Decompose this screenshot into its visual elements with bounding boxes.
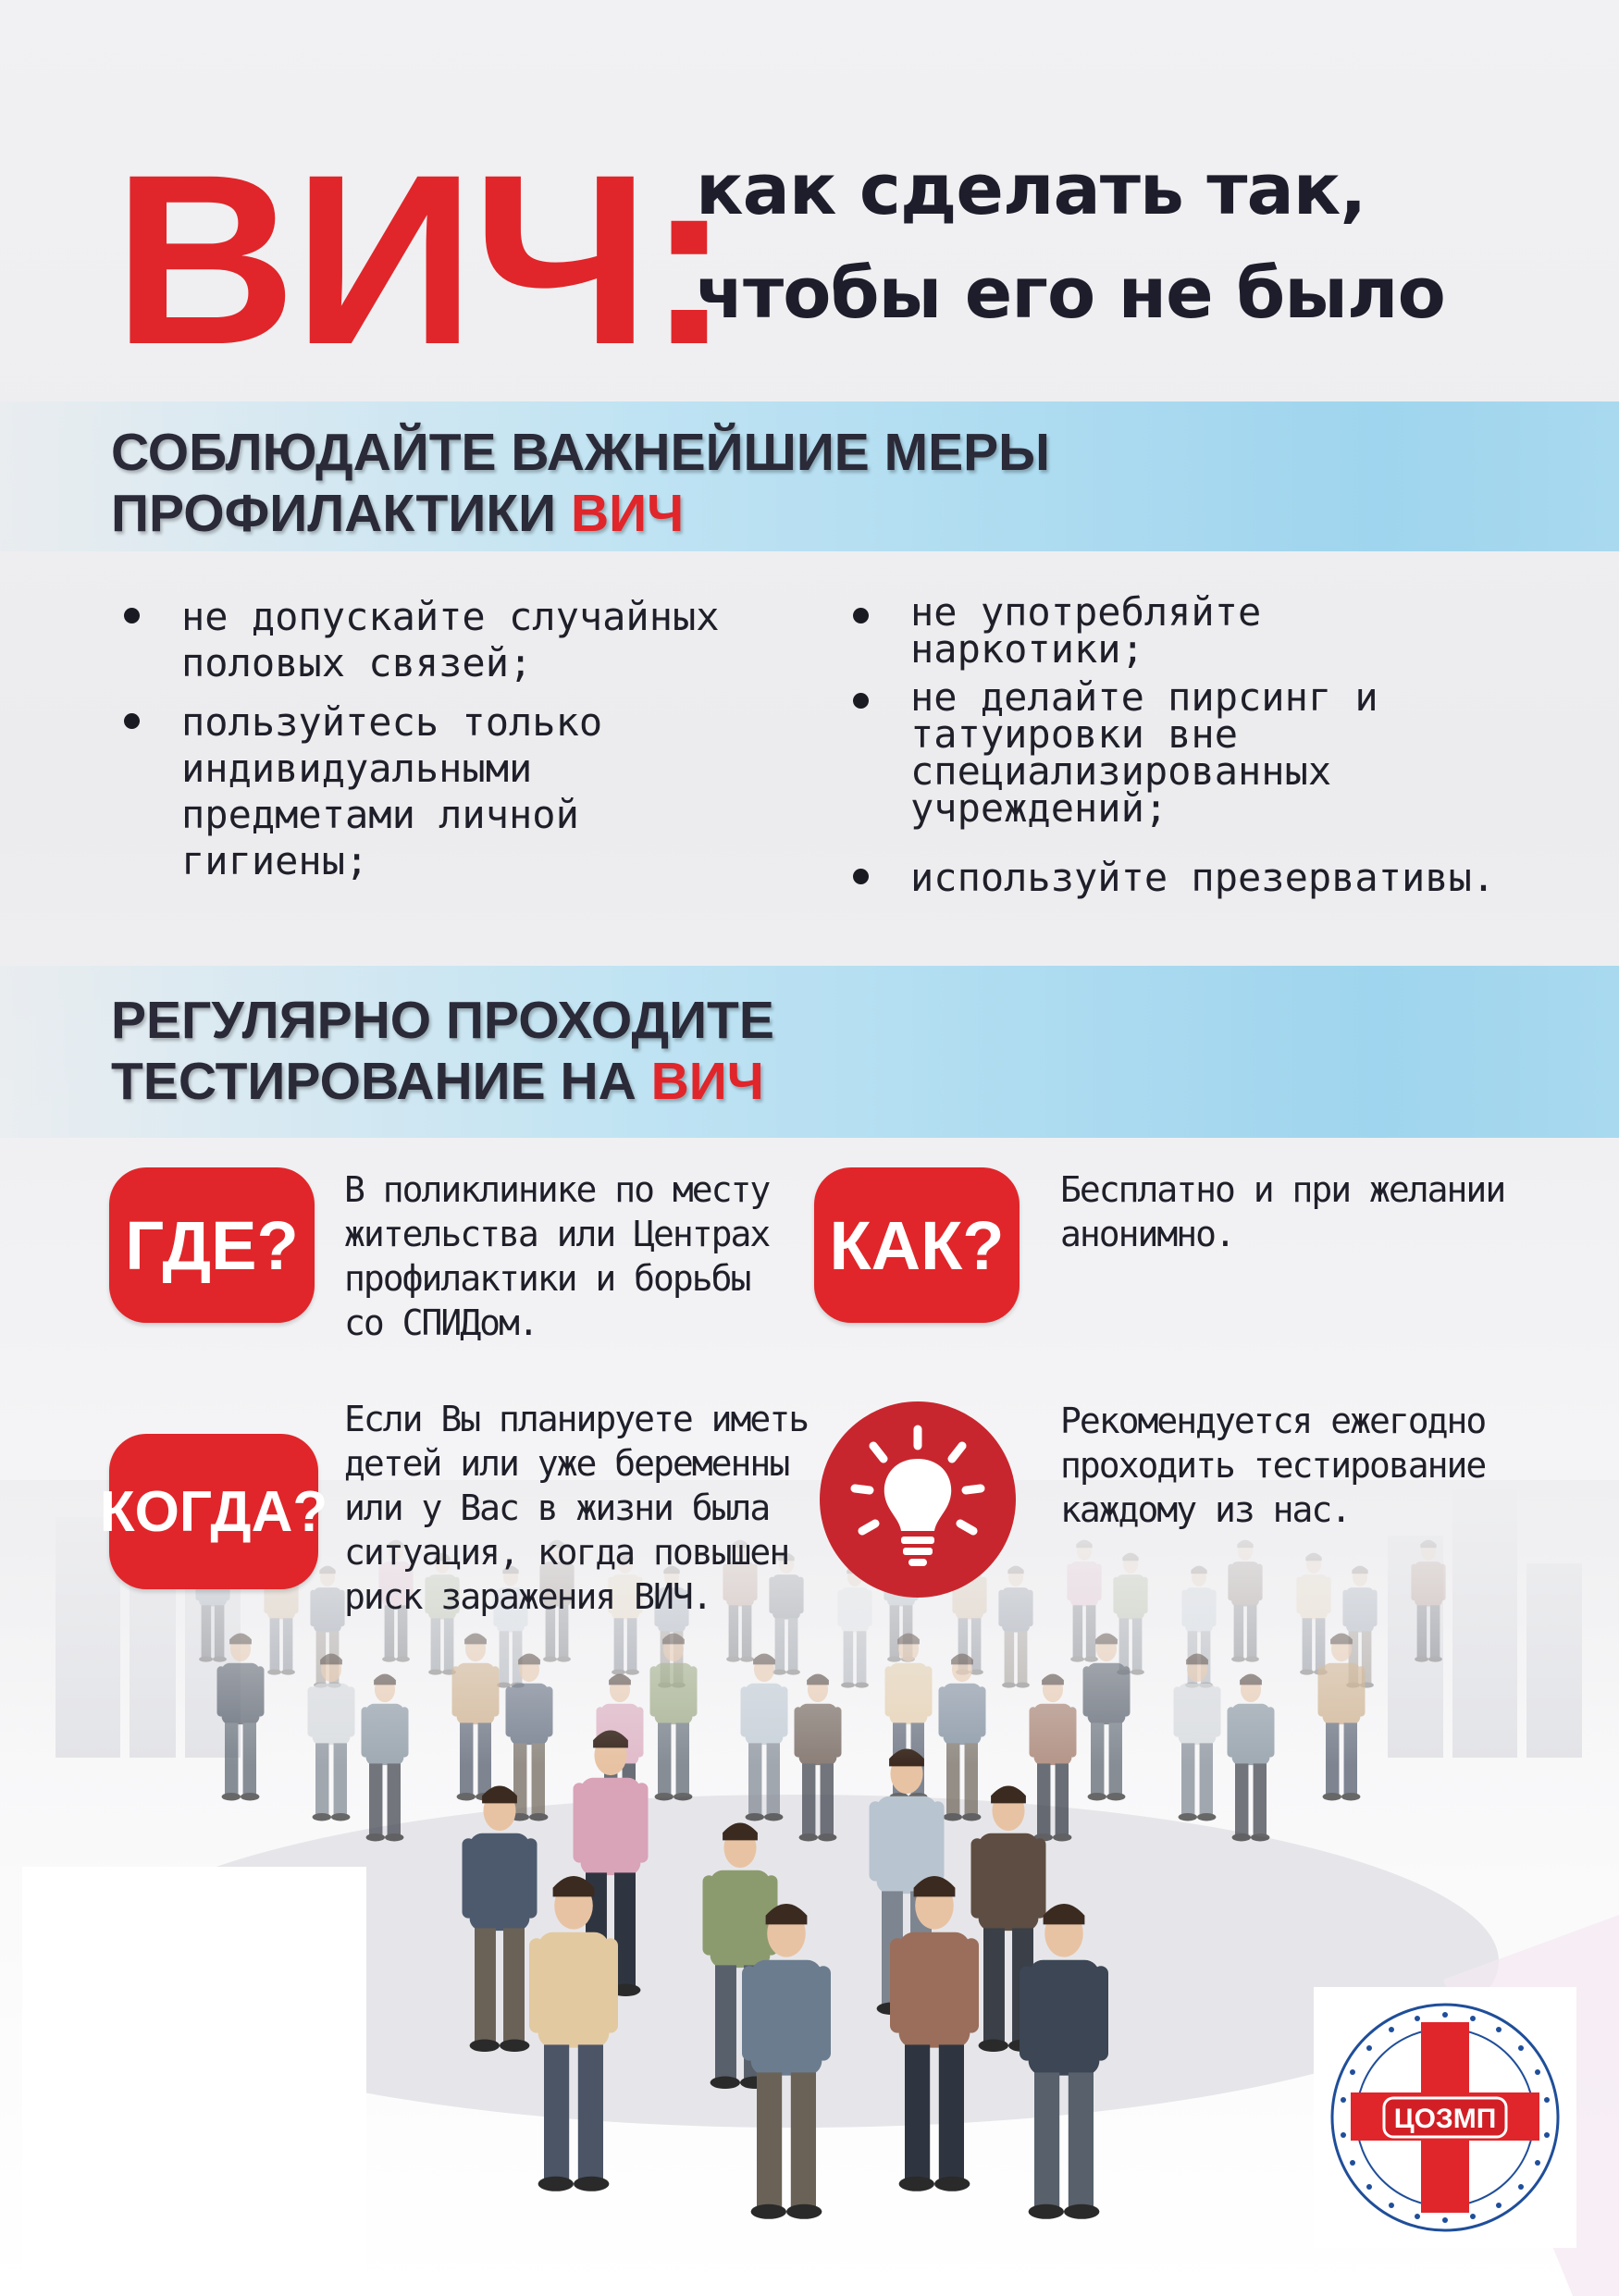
bullet-icon [853, 869, 869, 884]
list-item: не употребляйте наркотики; [910, 594, 1261, 668]
section-title-prevention-line2 [111, 483, 1050, 544]
bullet-icon [853, 693, 869, 709]
section-title-testing-prefix: ТЕСТИРОВАНИЕ НА [111, 1052, 651, 1111]
list-item: пользуйтесь только индивидуальными предметами личной гигиены; [181, 699, 602, 884]
logo-emblem [1314, 1987, 1576, 2248]
list-item: используйте презервативы. [910, 855, 1495, 901]
prevention-list-right [910, 589, 1576, 908]
prevention-list-left [181, 594, 829, 908]
section-title-testing-line2 [111, 1051, 774, 1112]
subtitle-line-1: как сделать так, [696, 148, 1366, 230]
list-item: не делайте пирсинг и татуировки вне специализированных учреждений; [910, 679, 1378, 827]
tip-text: Рекомендуется ежегодно проходить тестирование каждому из нас. [1060, 1401, 1486, 1530]
organization-logo [1314, 1987, 1576, 2248]
tip-badge [820, 1401, 1016, 1598]
section-title-prevention [111, 422, 1050, 544]
how-text: Бесплатно и при желании анонимно. [1060, 1169, 1505, 1254]
section-title-prevention-hiv: ВИЧ [570, 484, 685, 543]
how-badge: КАК? [814, 1167, 1020, 1323]
bullet-icon [853, 608, 869, 623]
section-title-prevention-line1: СОБЛЮДАЙТЕ ВАЖНЕЙШИЕ МЕРЫ [111, 423, 1050, 482]
hiv-title: ВИЧ: [113, 124, 728, 395]
section-title-prevention-prefix: ПРОФИЛАКТИКИ [111, 484, 571, 543]
bullet-icon [124, 608, 140, 623]
lightbulb-icon [820, 1401, 1016, 1598]
section-title-testing [111, 990, 774, 1112]
section-title-testing-line1: РЕГУЛЯРНО ПРОХОДИТЕ [111, 991, 774, 1050]
logo-abbr: ЦОЗМП [1393, 2104, 1497, 2134]
section-title-testing-hiv: ВИЧ [650, 1052, 764, 1111]
where-text: В поликлинике по месту жительства или Центрах профилактики и борьбы со СПИДом. [344, 1169, 770, 1343]
blank-panel [22, 1867, 366, 2296]
where-badge: ГДЕ? [109, 1167, 315, 1323]
when-text: Если Вы планируете иметь детей или уже беременны или у Вас в жизни была ситуация, когда повышен риск заражения ВИЧ. [344, 1399, 809, 1617]
subtitle-line-2: чтобы его не было [696, 252, 1445, 334]
when-badge: КОГДА? [109, 1434, 318, 1589]
list-item: не допускайте случайных половых связей; [181, 594, 720, 686]
bullet-icon [124, 713, 140, 729]
